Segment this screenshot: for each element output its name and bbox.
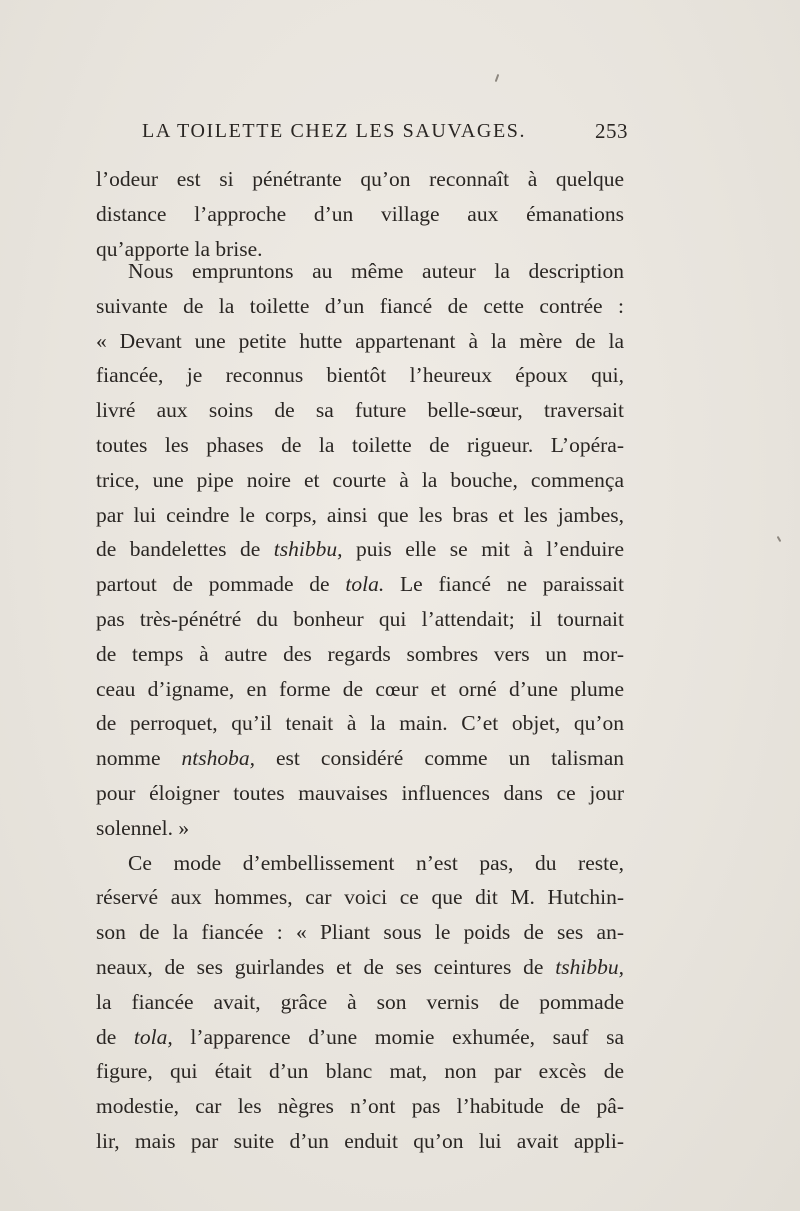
text-line: de temps à autre des regards sombres vers un mor- (96, 641, 624, 666)
italic-term: tola. (345, 572, 385, 597)
text-line: son de la fiancée : « Pliant sous le poids de ses an- (96, 920, 624, 945)
text-line: ceau d’igname, en forme de cœur et orné d’une plume (96, 676, 624, 701)
text-line: la fiancée avait, grâce à son vernis de pommade (96, 989, 624, 1014)
text-line: neaux, de ses guirlandes et de ses ceintures de tshibbu, (96, 955, 624, 979)
text-line: toutes les phases de la toilette de rigueur. L’opéra- (96, 433, 624, 457)
page-header (142, 116, 628, 146)
text-line: suivante de la toilette d’un fiancé de cette contrée : (96, 293, 624, 318)
italic-term: tshibbu, (273, 537, 343, 562)
text-line: réservé aux hommes, car voici ce que dit M. Hutchin- (96, 885, 624, 910)
text-line: l’odeur est si pénétrante qu’on reconnaît à quelque (96, 167, 624, 191)
italic-term: tshibbu, (555, 955, 624, 979)
text-line: solennel. » (96, 815, 190, 840)
text-line: fiancée, je reconnus bientôt l’heureux époux qui, (96, 363, 624, 388)
text-line: qu’apporte la brise. (96, 236, 263, 261)
text-line: trice, une pipe noire et courte à la bouche, commença (96, 467, 624, 492)
text-line: modestie, car les nègres n’ont pas l’habitude de pâ- (96, 1094, 624, 1119)
text-line: « Devant une petite hutte appartenant à la mère de la (96, 328, 624, 353)
paper-speck (495, 74, 500, 82)
text-line: figure, qui était d’un blanc mat, non par excès de (96, 1059, 624, 1084)
text-line: partout de pommade de tola. Le fiancé ne paraissait (96, 572, 624, 597)
italic-term: tola, (133, 1024, 173, 1049)
paper-speck (777, 536, 782, 542)
text-line: livré aux soins de sa future belle-sœur, traversait (96, 398, 624, 423)
text-line: Ce mode d’embellissement n’est pas, du reste, (128, 850, 624, 875)
italic-term: ntshoba, (181, 746, 255, 771)
text-line: pour éloigner toutes mauvaises influences dans ce jour (96, 781, 624, 805)
text-line: par lui ceindre le corps, ainsi que les bras et les jambes, (96, 502, 624, 527)
page-number: 253 (595, 119, 628, 143)
text-line: lir, mais par suite d’un enduit qu’on lui avait appli- (96, 1129, 624, 1153)
text-line: de perroquet, qu’il tenait à la main. C’et objet, qu’on (96, 711, 624, 736)
text-line: de bandelettes de tshibbu, puis elle se mit à l’enduire (96, 537, 624, 562)
running-title: LA TOILETTE CHEZ LES SAUVAGES. (142, 120, 527, 142)
text-line: de tola, l’apparence d’une momie exhumée, sauf sa (96, 1024, 624, 1049)
text-line: Nous empruntons au même auteur la description (128, 259, 624, 283)
text-line: nomme ntshoba, est considéré comme un talisman (96, 746, 624, 771)
text-line: distance l’approche d’un village aux émanations (96, 201, 624, 226)
text-line: pas très-pénétré du bonheur qui l’attendait; il tournait (96, 607, 624, 631)
